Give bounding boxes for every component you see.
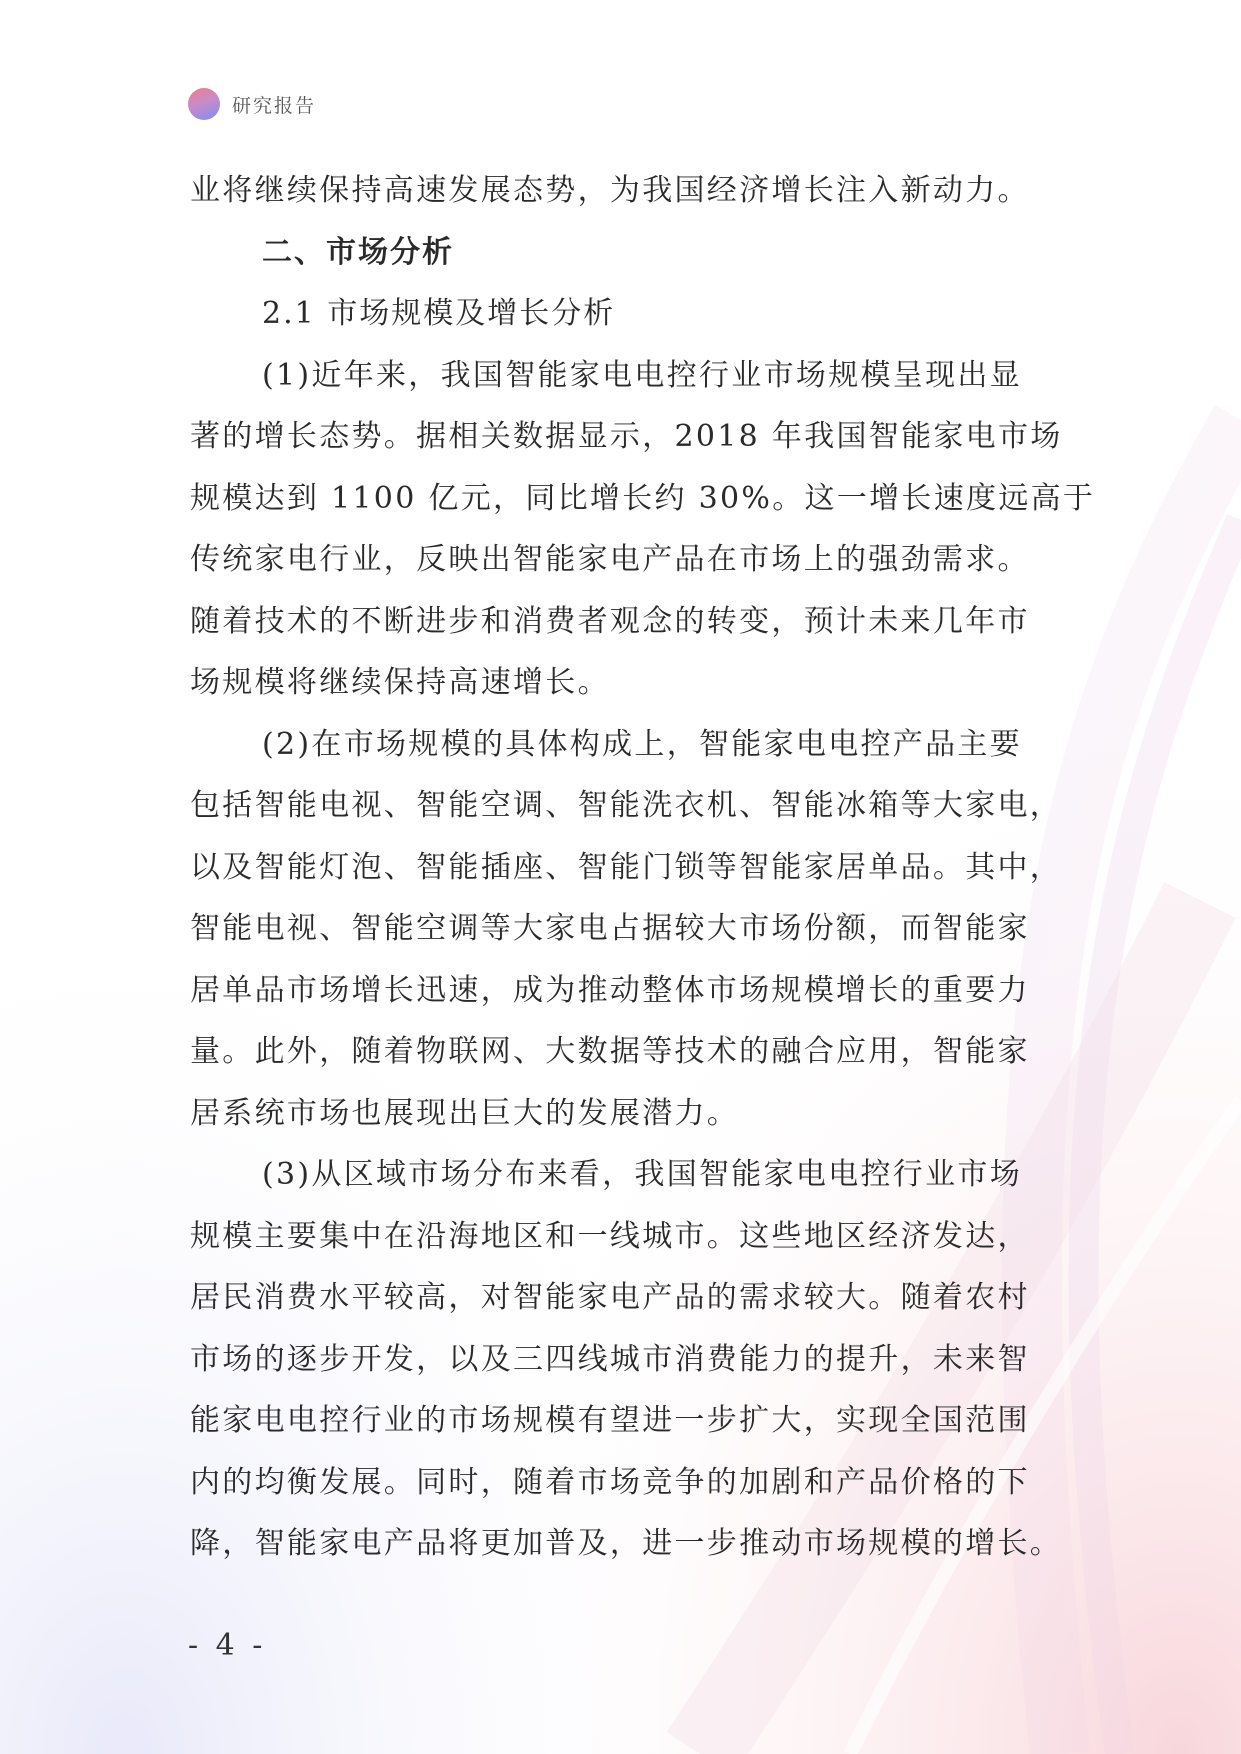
- paragraph-line: 包括智能电视、智能空调、智能洗衣机、智能冰箱等大家电，: [190, 788, 1063, 823]
- document-body: [190, 160, 1096, 1575]
- page-number: - 4 -: [188, 1628, 267, 1663]
- paragraph-2: [190, 714, 1070, 1145]
- paragraph-line: 市场的逐步开发，以及三四线城市消费能力的提升，未来智: [190, 1341, 1030, 1377]
- paragraph-line: 量。此外，随着物联网、大数据等技术的融合应用，智能家: [190, 1034, 1030, 1069]
- paragraph-line: 能家电电控行业的市场规模有望进一步扩大，实现全国范围: [190, 1403, 1030, 1438]
- paragraph-line: 以及智能灯泡、智能插座、智能门锁等智能家居单品。其中，: [190, 849, 1063, 885]
- paragraph-line: (3)从区域市场分布来看，我国智能家电电控行业市场: [262, 1157, 1022, 1192]
- paragraph-line: (1)近年来，我国智能家电电控行业市场规模呈现出显: [262, 357, 1022, 393]
- paragraph-line: 居民消费水平较高，对智能家电产品的需求较大。随着农村: [190, 1280, 1030, 1315]
- paragraph-line: 规模主要集中在沿海地区和一线城市。这些地区经济发达，: [190, 1218, 1030, 1254]
- report-header: [188, 88, 316, 120]
- carry-over-line: 业将继续保持高速发展态势，为我国经济增长注入新动力。: [190, 173, 1030, 208]
- paragraph-line: 居系统市场也展现出巨大的发展潜力。: [190, 1095, 740, 1131]
- paragraph-line: (2)在市场规模的具体构成上，智能家电电控产品主要: [262, 726, 1022, 762]
- logo-icon: [188, 88, 220, 120]
- paragraph-line: 降，智能家电产品将更加普及，进一步推动市场规模的增长。: [190, 1526, 1063, 1561]
- header-title: 研究报告: [232, 94, 317, 117]
- subsection-heading: 2.1 市场规模及增长分析: [262, 296, 616, 331]
- paragraph-line: 场规模将继续保持高速增长。: [190, 665, 610, 700]
- paragraph-line: 内的均衡发展。同时，随着市场竞争的加剧和产品价格的下: [190, 1464, 1030, 1500]
- paragraph-line: 规模达到 1100 亿元，同比增长约 30%。这一增长速度远高于: [190, 480, 1096, 516]
- paragraph-line: 随着技术的不断进步和消费者观念的转变，预计未来几年市: [190, 603, 1030, 639]
- paragraph-line: 著的增长态势。据相关数据显示，2018 年我国智能家电市场: [190, 419, 1063, 454]
- paragraph-line: 传统家电行业，反映出智能家电产品在市场上的强劲需求。: [190, 542, 1030, 577]
- paragraph-3: [190, 1144, 1070, 1575]
- paragraph-line: 居单品市场增长迅速，成为推动整体市场规模增长的重要力: [190, 972, 1030, 1008]
- section-heading: 二、市场分析: [262, 234, 454, 270]
- paragraph-line: 智能电视、智能空调等大家电占据较大市场份额，而智能家: [190, 911, 1030, 946]
- paragraph-1: [190, 345, 1096, 714]
